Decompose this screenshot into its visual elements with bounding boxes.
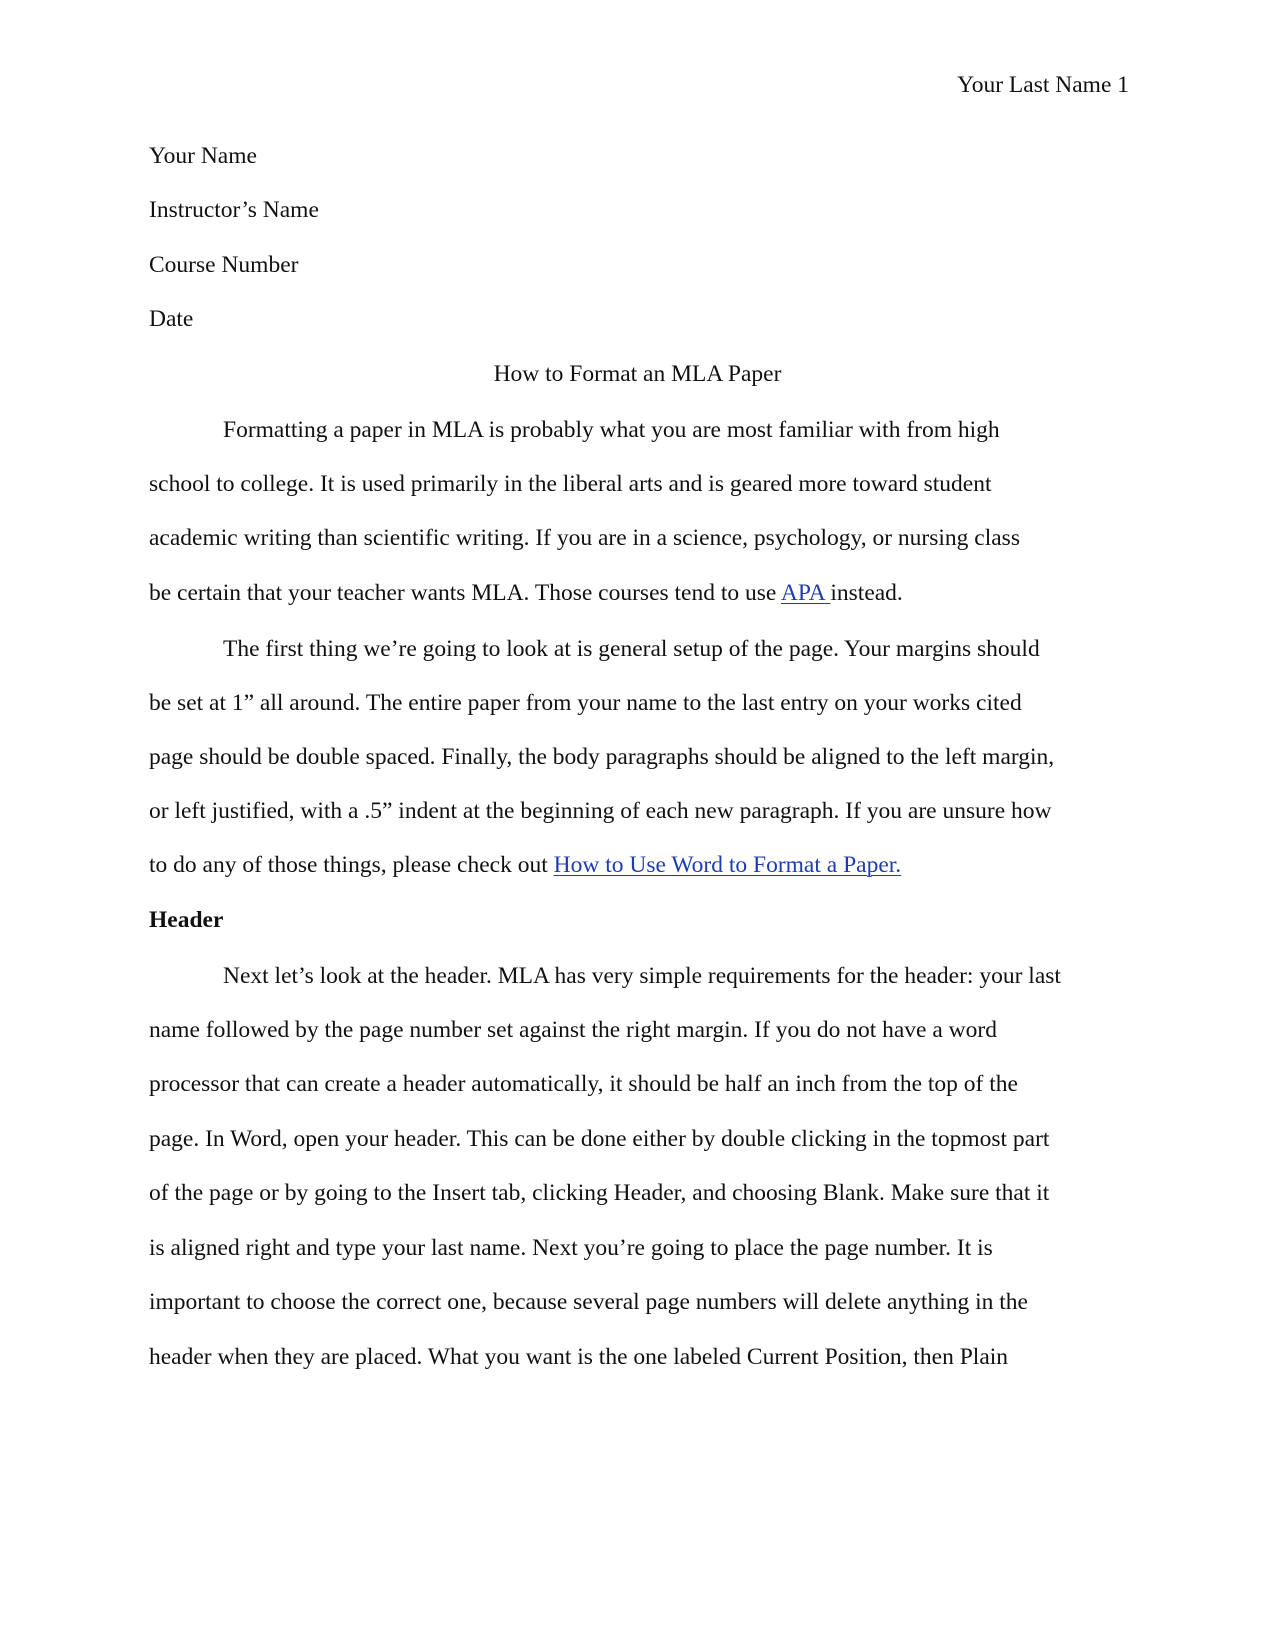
paragraph3-line3: processor that can create a header automatically, it should be half an inch from the top of the: [149, 1071, 1018, 1097]
paper-title: How to Format an MLA Paper: [493, 361, 782, 387]
paragraph2-line3: page should be double spaced. Finally, the body paragraphs should be aligned to the left margin,: [149, 744, 1055, 770]
paragraph2-line5: [149, 852, 901, 879]
format-paper-link[interactable]: How to Use Word to Format a Paper.: [553, 852, 902, 878]
paragraph3-line8: header when they are placed. What you want is the one labeled Current Position, then Plain: [149, 1344, 1009, 1370]
author-name: Your Name: [149, 143, 257, 169]
paragraph3-line1: Next let’s look at the header. MLA has very simple requirements for the header: your last: [223, 963, 1061, 989]
paragraph2-line1: The first thing we’re going to look at is general setup of the page. Your margins should: [223, 636, 1040, 662]
paragraph1-line1: Formatting a paper in MLA is probably what you are most familiar with from high: [223, 417, 1000, 443]
paragraph1-line4-end: instead.: [830, 580, 903, 606]
section-heading-header: Header: [149, 907, 224, 933]
paragraph1-line2: school to college. It is used primarily in the liberal arts and is geared more toward student: [149, 471, 992, 497]
date: Date: [149, 306, 194, 332]
paragraph3-line4: page. In Word, open your header. This can be done either by double clicking in the topmost part: [149, 1126, 1050, 1152]
paragraph2-line5-text: to do any of those things, please check out: [149, 852, 554, 878]
running-head: Your Last Name 1: [957, 72, 1129, 98]
course-number: Course Number: [149, 252, 299, 278]
paragraph1-line3: academic writing than scientific writing. If you are in a science, psychology, or nursing class: [149, 525, 1020, 551]
paragraph2-line4: or left justified, with a .5” indent at the beginning of each new paragraph. If you are unsure how: [149, 798, 1052, 824]
instructor-name: Instructor’s Name: [149, 197, 319, 223]
paragraph2-line2: be set at 1” all around. The entire paper from your name to the last entry on your works cited: [149, 690, 1022, 716]
paragraph3-line2: name followed by the page number set against the right margin. If you do not have a word: [149, 1017, 997, 1043]
paragraph3-line5: of the page or by going to the Insert tab, clicking Header, and choosing Blank. Make sure that it: [149, 1180, 1050, 1206]
paragraph3-line7: important to choose the correct one, because several page numbers will delete anything in the: [149, 1289, 1028, 1315]
paragraph3-line6: is aligned right and type your last name. Next you’re going to place the page number. It is: [149, 1235, 993, 1261]
paragraph1-line4-text: be certain that your teacher wants MLA. Those courses tend to use: [149, 580, 781, 606]
apa-link[interactable]: APA: [780, 580, 831, 606]
paragraph1-line4: [149, 580, 903, 607]
